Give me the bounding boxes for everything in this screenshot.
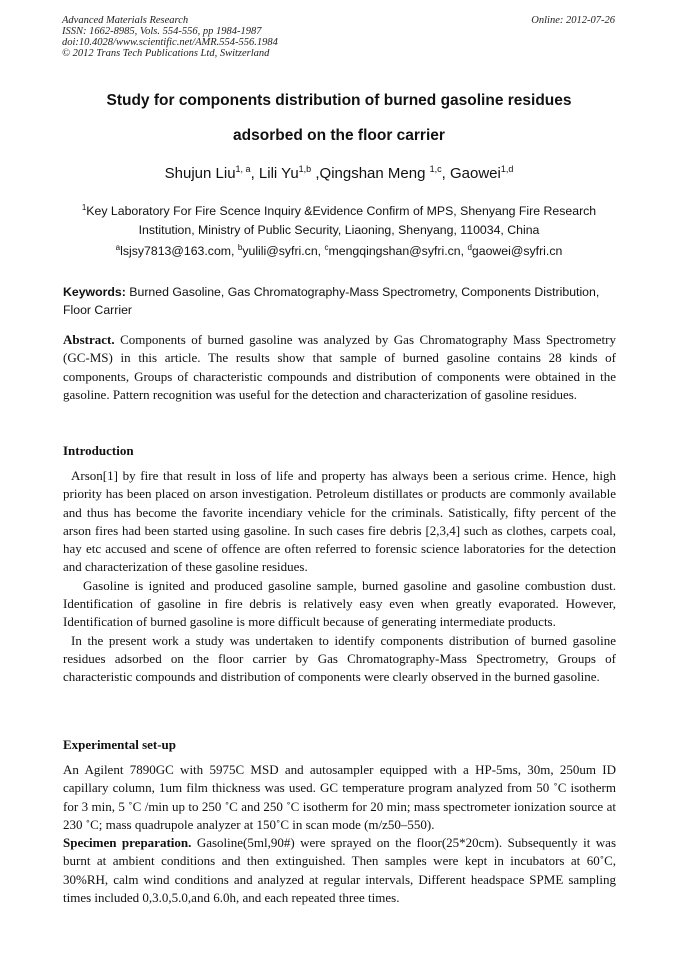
journal-issn: ISSN: 1662-8985, Vols. 554-556, pp 1984-1987 xyxy=(62,26,262,37)
affiliation-superscript: 1 xyxy=(81,202,87,212)
email-superscript: c xyxy=(324,242,329,252)
affiliation-line-1: Key Laboratory For Fire Scence Inquiry &Evidence Confirm of MPS, Shenyang Fire Research xyxy=(86,204,597,218)
specimen-text: Gasoline(5ml,90#) were sprayed on the floor(25*20cm). Subsequently it was burnt at ambient conditions and then extinguished. Then samples were kept in incubators at 60˚C, 30%RH, calm wind conditions and analyzed at regular intervals, Different headspace SPME sampling times included 0,3.0,5.0,and 6.0h, and each repeated three times. xyxy=(63,835,617,906)
author-separator: , xyxy=(311,165,320,182)
journal-doi: doi:10.4028/www.scientific.net/AMR.554-556.1984 xyxy=(62,37,278,48)
keywords xyxy=(63,283,616,319)
affiliation xyxy=(60,202,618,240)
journal-header xyxy=(62,15,442,59)
author-superscript: 1,c xyxy=(429,164,442,174)
email-superscript: a xyxy=(115,242,121,252)
author-name: Qingshan Meng xyxy=(319,165,430,182)
author-name: Gaowei xyxy=(449,165,501,182)
author-list xyxy=(40,165,638,182)
paragraph: Arson[1] by fire that result in loss of life and property has always been a serious crime. Hence, high priority has been placed on arson investigation. Petroleum distillates or products are commonly available and thus has become the favorite incendiary vehicle for the criminals. Satistically, fifty percent of the arson fires had been started using gasoline. In such cases fire debris [2,3,4] such as clothes, carpets coal, hay etc accused and scene of offence are often referred to forensic science laboratories for the detection and characterization of these gasoline residues. xyxy=(63,468,616,575)
online-date: Online: 2012-07-26 xyxy=(531,15,615,26)
author-superscript: 1,d xyxy=(500,164,514,174)
paragraph: In the present work a study was undertaken to identify components distribution of burned gasoline residues adsorbed on the floor carrier by Gas Chromatography-Mass Spectrometry, Groups of characteristic compounds and distribution of components were clearly observed in the burned gasoline. xyxy=(63,632,616,685)
abstract-text: Components of burned gasoline was analyzed by Gas Chromatography Mass Spectrometry (GC-MS) in this article. The results show that sample of burned gasoline contains 28 kinds of components, Groups of characteristic compounds and distribution of components were obtained in the gasoline. Pattern recognition was useful for the detection and characterization of gasoline residues. xyxy=(63,332,616,402)
author-superscript: 1, a xyxy=(235,164,251,174)
abstract xyxy=(63,331,616,404)
experimental-body xyxy=(63,761,616,907)
email-address: mengqingshan@syfri.cn, xyxy=(328,244,468,258)
author-name: Lili Yu xyxy=(258,165,299,182)
paragraph: Gasoline is ignited and produced gasoline sample, burned gasoline and gasoline combustion dust. Identification of gasoline in fire debris is relatively easy even when greatly evaporated. However, Identification of burned gasoline is more difficult because of generating intermediate products. xyxy=(63,577,616,630)
email-list xyxy=(40,244,638,258)
experimental-heading: Experimental set-up xyxy=(63,737,177,752)
introduction-heading: Introduction xyxy=(63,443,134,458)
abstract-label: Abstract. xyxy=(63,332,115,347)
paragraph xyxy=(63,834,616,907)
affiliation-line-2: Institution, Ministry of Public Security, Liaoning, Shenyang, 110034, China xyxy=(138,223,540,237)
author-separator: , xyxy=(441,165,450,182)
keywords-text: Burned Gasoline, Gas Chromatography-Mass Spectrometry, Components Distribution, Floor Carrier xyxy=(63,285,600,317)
email-address: yulili@syfri.cn, xyxy=(242,244,325,258)
keywords-label: Keywords: xyxy=(63,285,126,299)
journal-copyright: © 2012 Trans Tech Publications Ltd, Switzerland xyxy=(62,48,270,59)
email-superscript: d xyxy=(467,242,472,252)
author-superscript: 1,b xyxy=(298,164,312,174)
email-address: lsjsy7813@163.com, xyxy=(120,244,238,258)
author-separator: , xyxy=(250,165,259,182)
author-name: Shujun Liu xyxy=(164,165,236,182)
specimen-label: Specimen preparation. xyxy=(63,835,192,851)
email-superscript: b xyxy=(237,242,243,252)
email-address: gaowei@syfri.cn xyxy=(471,244,563,258)
paragraph: An Agilent 7890GC with 5975C MSD and autosampler equipped with a HP-5ms, 30m, 250um ID capillary column, 1um film thickness was used. GC temperature program analyzed from 50 ˚C isotherm for 3 min, 5 ˚C /min up to 250 ˚C and 250 ˚C isotherm for 20 min; mass spectrometer ionization source at 230 ˚C; mass quadrupole analyzer at 150˚C in scan mode (m/z50–550). xyxy=(63,762,616,832)
journal-name: Advanced Materials Research xyxy=(62,15,189,26)
introduction-body xyxy=(63,467,616,687)
paper-title-line-2: adsorbed on the floor carrier xyxy=(233,127,445,144)
paper-title-line-1: Study for components distribution of burned gasoline residues xyxy=(106,92,572,109)
